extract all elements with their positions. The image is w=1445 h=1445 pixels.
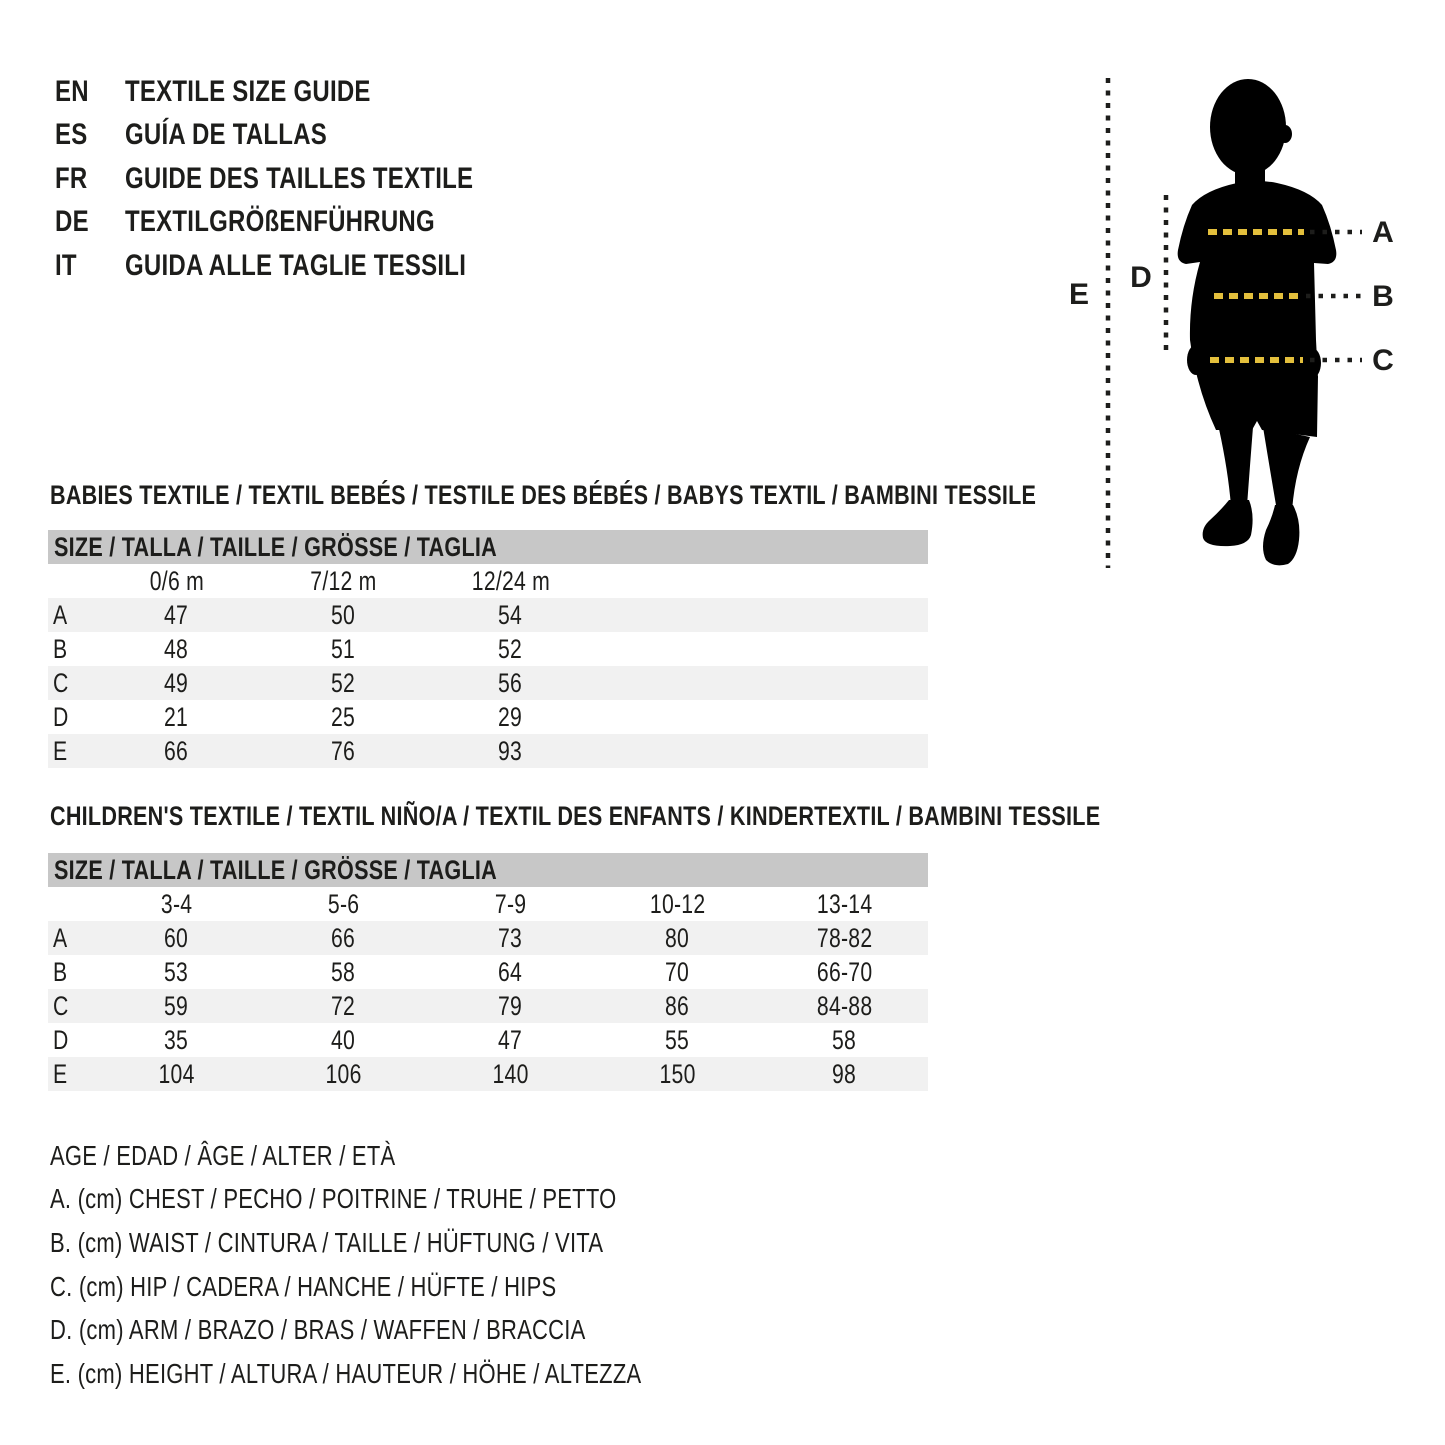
lang-row-de — [55, 201, 560, 245]
lang-title: TEXTILE SIZE GUIDE — [125, 74, 371, 108]
lang-title: TEXTILGRÖßENFÜHRUNG — [125, 205, 435, 239]
legend-hip: C. (cm) HIP / CADERA / HANCHE / HÜFTE / HIPS — [50, 1270, 557, 1302]
legend-age: AGE / EDAD / ÂGE / ALTER / ETÀ — [50, 1139, 396, 1171]
table-row: B 53 58 64 70 66-70 — [53, 956, 873, 987]
table-row: A 47 50 54 — [48, 598, 928, 632]
lang-title: GUÍA DE TALLAS — [125, 118, 328, 152]
lang-code: IT — [55, 248, 77, 282]
measure-label-b: B — [1372, 280, 1394, 313]
legend-height: E. (cm) HEIGHT / ALTURA / HAUTEUR / HÖHE / ALTEZZA — [50, 1357, 642, 1389]
measure-label-a: A — [1372, 216, 1394, 249]
column-header: 7-9 — [494, 888, 527, 919]
table-row: B 48 51 52 — [53, 633, 523, 664]
language-header — [55, 70, 560, 288]
babies-size-table — [48, 530, 928, 768]
lang-code: FR — [55, 161, 88, 195]
lang-code: EN — [55, 74, 89, 108]
lang-code: ES — [55, 118, 88, 152]
column-header-row — [48, 887, 928, 921]
legend-waist: B. (cm) WAIST / CINTURA / TAILLE / HÜFTUNG / VITA — [50, 1226, 604, 1258]
lang-code: DE — [55, 205, 89, 239]
column-header: 10-12 — [649, 888, 706, 919]
lang-row-it — [55, 244, 560, 288]
size-header-bar: SIZE / TALLA / TAILLE / GRÖSSE / TAGLIA — [48, 530, 928, 564]
lang-row-es — [55, 114, 560, 158]
lang-row-en — [55, 70, 560, 114]
column-header: 12/24 m — [471, 565, 550, 596]
size-header-bar: SIZE / TALLA / TAILLE / GRÖSSE / TAGLIA — [48, 853, 928, 887]
lang-title: GUIDA ALLE TAGLIE TESSILI — [125, 248, 467, 282]
column-header: 5-6 — [327, 888, 360, 919]
legend-chest: A. (cm) CHEST / PECHO / POITRINE / TRUHE / PETTO — [50, 1183, 617, 1215]
children-size-table — [48, 853, 928, 1091]
column-header: 7/12 m — [310, 565, 377, 596]
measure-label-e: E — [1068, 278, 1090, 311]
column-header: 3-4 — [160, 888, 193, 919]
measurement-legend — [50, 1134, 789, 1396]
babies-section-heading: BABIES TEXTILE / TEXTIL BEBÉS / TESTILE DES BÉBÉS / BABYS TEXTIL / BAMBINI TESSILE — [50, 480, 1037, 510]
column-header: 0/6 m — [149, 565, 204, 596]
children-section-heading: CHILDREN'S TEXTILE / TEXTIL NIÑO/A / TEXTIL DES ENFANTS / KINDERTEXTIL / BAMBINI TESSILE — [50, 801, 1101, 831]
measure-label-d: D — [1130, 261, 1152, 294]
table-row: C 59 72 79 86 84-88 — [48, 989, 928, 1023]
table-row: D 21 25 29 — [53, 701, 523, 732]
lang-row-fr — [55, 157, 560, 201]
table-row: A 60 66 73 80 78-82 — [48, 921, 928, 955]
column-header-row — [48, 564, 928, 598]
lang-title: GUIDE DES TAILLES TEXTILE — [125, 161, 474, 195]
table-row: D 35 40 47 55 58 — [53, 1024, 857, 1055]
column-header: 13-14 — [816, 888, 873, 919]
table-row: E 104 106 140 150 98 — [48, 1057, 928, 1091]
table-row: C 49 52 56 — [48, 666, 928, 700]
legend-arm: D. (cm) ARM / BRAZO / BRAS / WAFFEN / BRACCIA — [50, 1314, 586, 1346]
measure-label-c: C — [1372, 344, 1394, 377]
table-row: E 66 76 93 — [48, 734, 928, 768]
